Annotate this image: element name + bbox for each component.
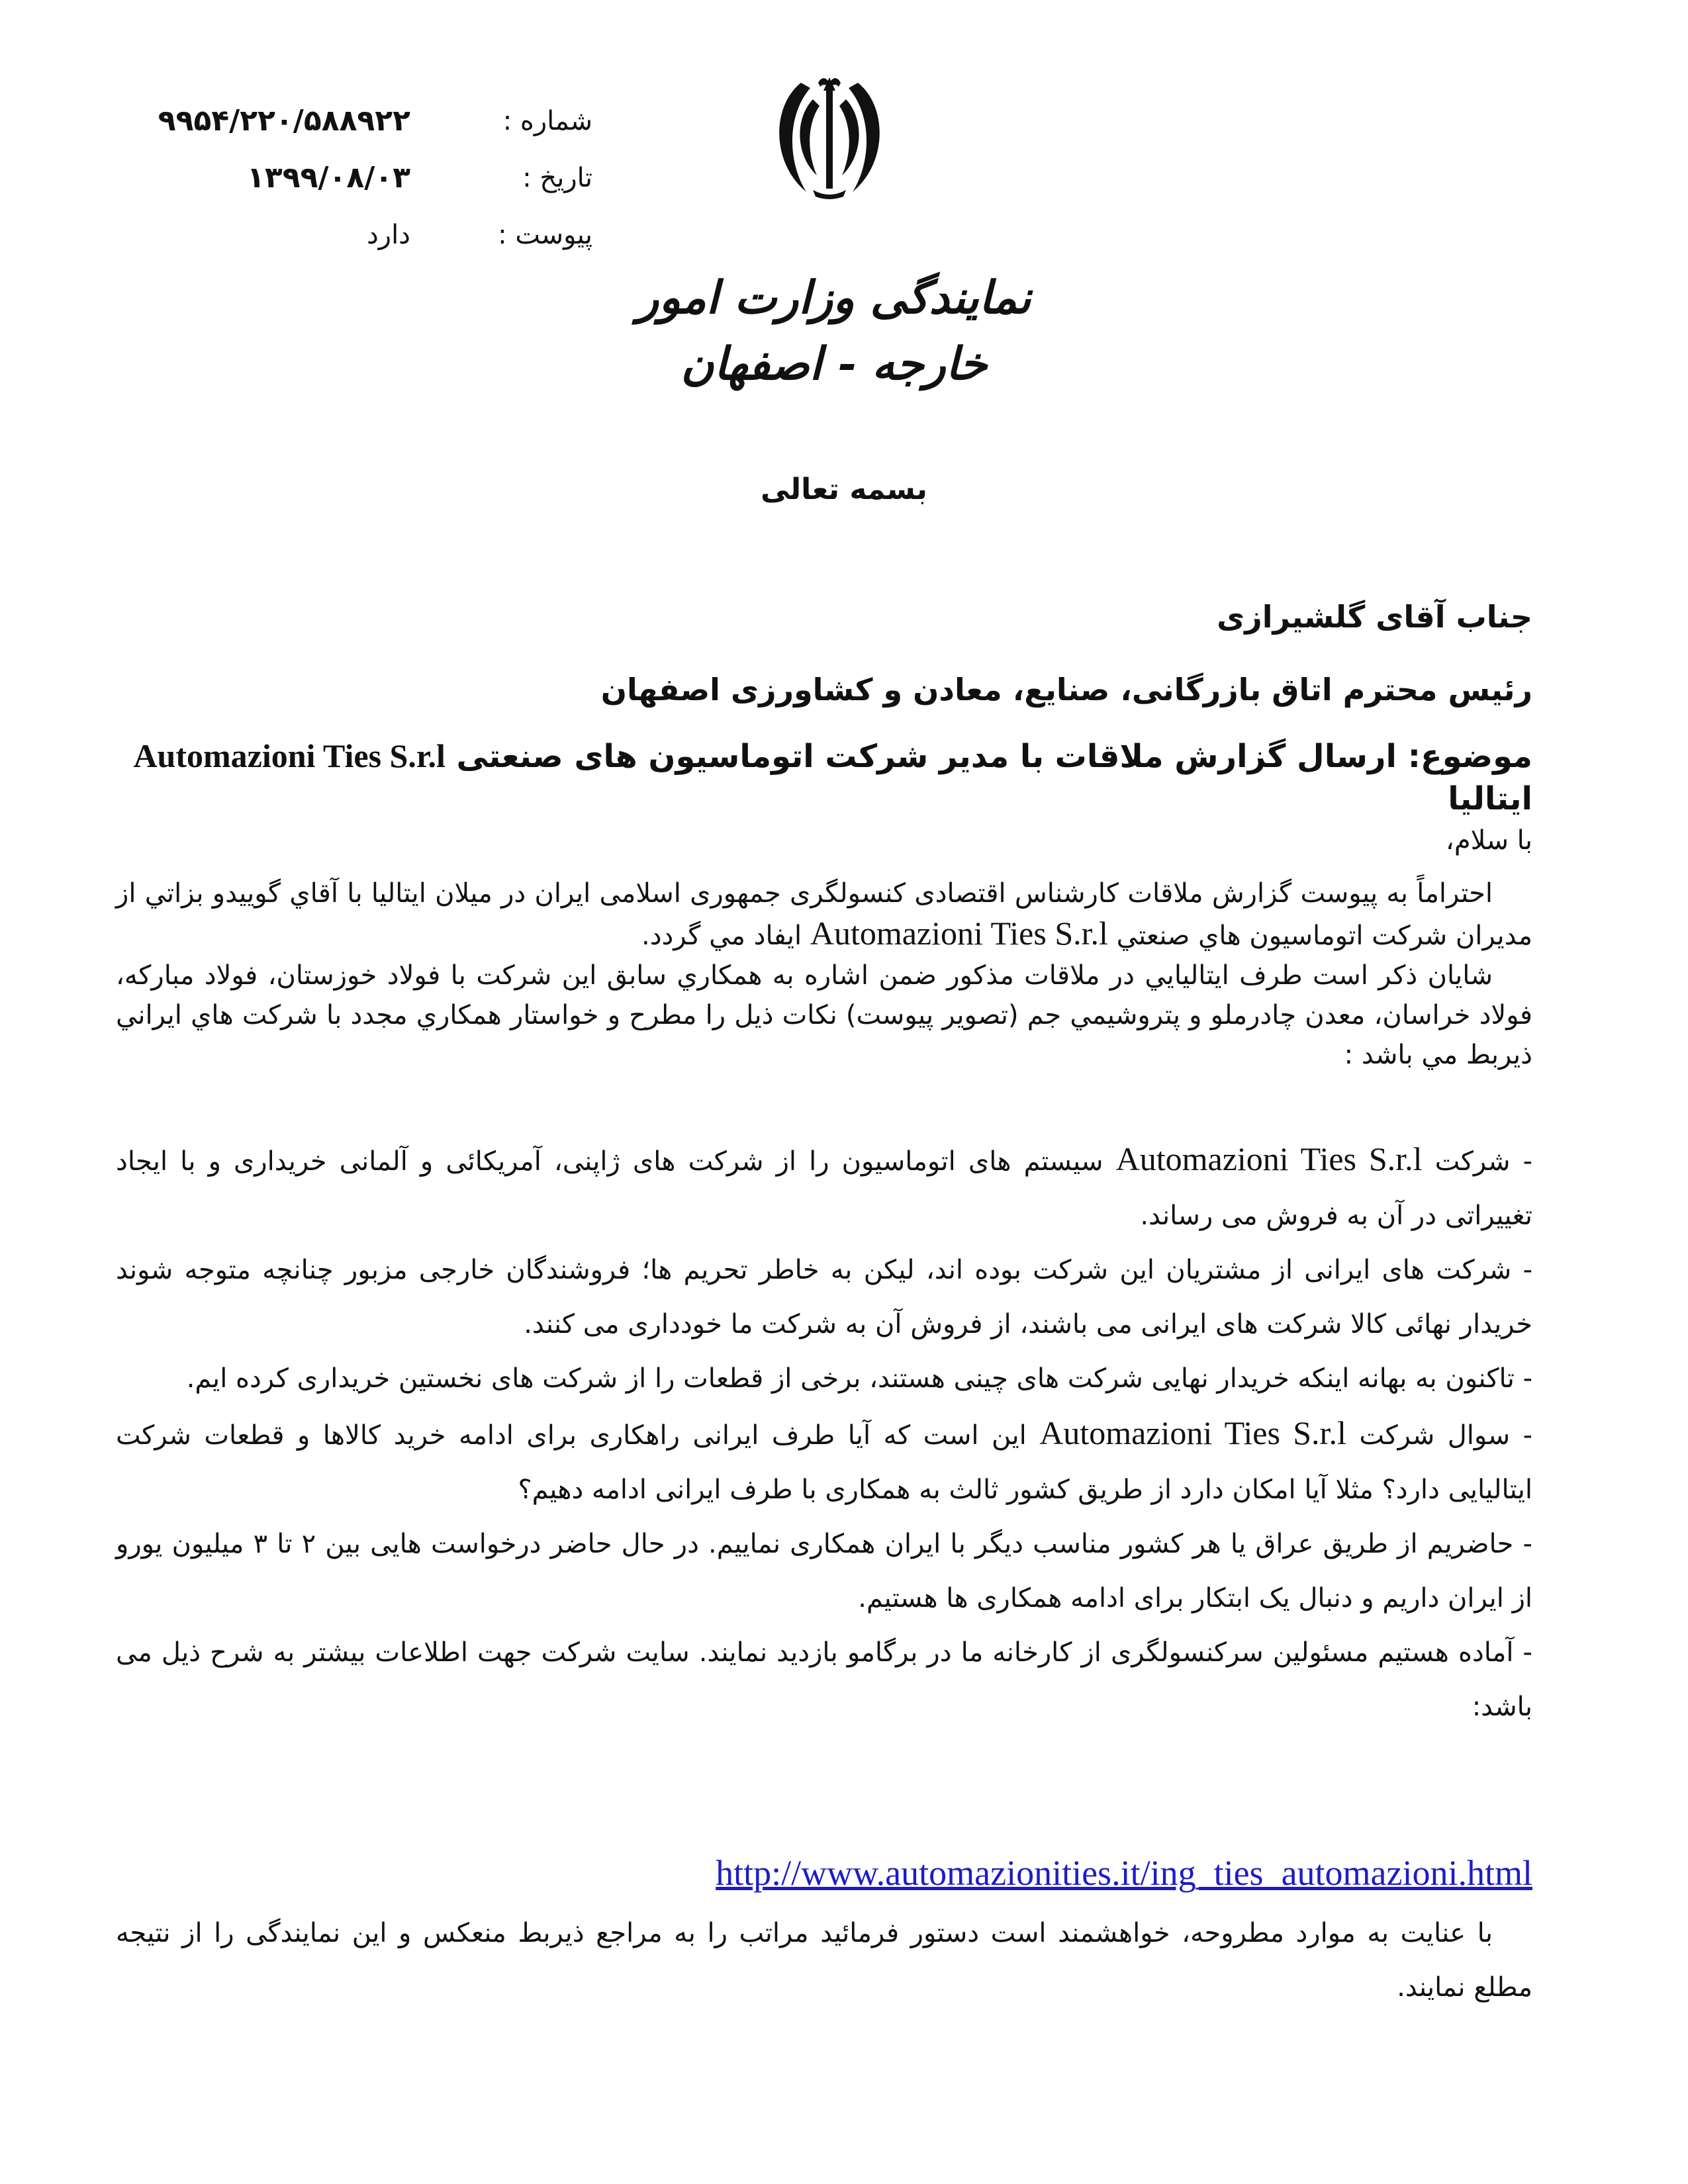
bullet-item-5: - حاضریم از طریق عراق یا هر کشور مناسب دیگر با ایران همکاری نماییم. در حال حاضر درخواست هایی بین ۲ تا ۳ میلیون یورو از ایران داریم و دنبال یک ابتکار برای ادامه همکاری ها هستیم. [116, 1529, 1532, 1614]
letter-subject [116, 735, 1532, 820]
bullet-text-end: سیستم های اتوماسیون را از شرکت های ژاپنی، آمریکائی و آلمانی خریداری و با ایجاد تغییراتی در آن به فروش می رساند. [116, 1146, 1532, 1231]
basmala: بسمه تعالی [761, 473, 927, 506]
number-label: شماره : [502, 106, 592, 136]
closing-section [116, 1906, 1532, 2015]
date-label: تاریخ : [522, 163, 592, 193]
intro-company: Automazioni Ties S.r.l [810, 915, 1108, 952]
office-name: نمایندگی وزارت امور خارجه - اصفهان [637, 271, 1031, 390]
bullet-item-3: - تاکنون به بهانه اینکه خریدار نهایی شرکت های چینی هستند، برخی از قطعات را از شرکت های نخستین خریداری کرده ایم. [186, 1363, 1532, 1394]
attachment-label: پیوست : [498, 220, 592, 250]
letter-meta-values [132, 93, 410, 263]
bullet-company: Automazioni Ties S.r.l [1039, 1414, 1346, 1451]
subject-text: موضوع: ارسال گزارش ملاقات با مدیر شرکت اتوماسیون های صنعتی [445, 738, 1532, 775]
bullet-item-6: - آماده هستیم مسئولین سرکنسولگری از کارخانه ما در برگامو بازدید نمایند. سایت شرکت جهت اطلاعات بیشتر به شرح ذیل می باشد: [116, 1637, 1532, 1722]
greeting: با سلام، [1445, 825, 1532, 856]
attachment-value: دارد [366, 220, 410, 250]
recipient-name: جناب آقای گلشیرازی [1217, 599, 1532, 635]
letter-date: ۱۳۹۹/۰۸/۰۳ [247, 161, 410, 195]
bullet-item-2: - شرکت های ایرانی از مشتریان این شرکت بوده اند، لیکن به خاطر تحریم ها؛ فروشندگان خارجی مزبور چنانچه متوجه شوند خریدار نهائی کالا شرکت های ایرانی می باشند، از فروش آن به شرکت ما خودداری می کنند. [116, 1255, 1532, 1340]
letter-meta-labels [447, 93, 592, 263]
recipient-title: رئیس محترم اتاق بازرگانی، صنایع، معادن و کشاورزی اصفهان [600, 672, 1532, 707]
bullet-item-1 [116, 1132, 1532, 1243]
closing-paragraph: با عنایت به موارد مطروحه، خواهشمند است دستور فرمائید مراتب را به مراجع ذیربط منعکس و این نمایندگی را از نتیجه مطلع نمایند. [116, 1918, 1532, 2003]
intro-paragraph-2: شايان ذکر است طرف ايتاليايي در ملاقات مذکور ضمن اشاره به همکاري سابق اين شرکت با فولاد خوزستان، فولاد مبارکه، فولاد خراسان، معدن چادرملو و پتروشيمي جم (تصوير پيوست) نکات ذيل را مطرح و خواستار همکاري مجدد با شرکت هاي ايراني ذيربط مي باشد : [116, 960, 1532, 1070]
bullet-list [116, 1132, 1532, 1734]
subject-country: ایتالیا [1448, 780, 1532, 817]
bullet-item-4 [116, 1406, 1532, 1517]
company-website-link[interactable]: http://www.automazionities.it/ing_ties_automazioni.html [716, 1853, 1532, 1893]
intro-text: احتراماً به پیوست گزارش ملاقات کارشناس اقتصادی کنسولگری جمهوری اسلامی ایران در میلان ایتالیا با آقاي گوییدو بزاتي از مديران شرکت اتوماسيون هاي صنعتي [116, 878, 1532, 951]
intro-section [116, 874, 1532, 1075]
bullet-text: - شرکت [1422, 1146, 1532, 1177]
subject-company: Automazioni Ties S.r.l [133, 737, 445, 774]
letter-number: ۹۹۵۴/۲۲۰/۵۸۸۹۲۲ [158, 104, 410, 138]
intro-paragraph-1 [116, 874, 1532, 956]
bullet-text-end: این است که آیا طرف ایرانی راهکاری برای ادامه خرید کالاها و قطعات شرکت ایتالیایی دارد؟ مثلا آیا امکان دارد از طریق کشور ثالث به همکاری با طرف ایرانی ادامه دهیم؟ [116, 1420, 1532, 1505]
bullet-company: Automazioni Ties S.r.l [1115, 1140, 1423, 1177]
iran-emblem-icon [767, 69, 892, 202]
bullet-text: - سوال شرکت [1346, 1420, 1533, 1451]
intro-text-end: ايفاد مي گردد. [641, 921, 810, 951]
